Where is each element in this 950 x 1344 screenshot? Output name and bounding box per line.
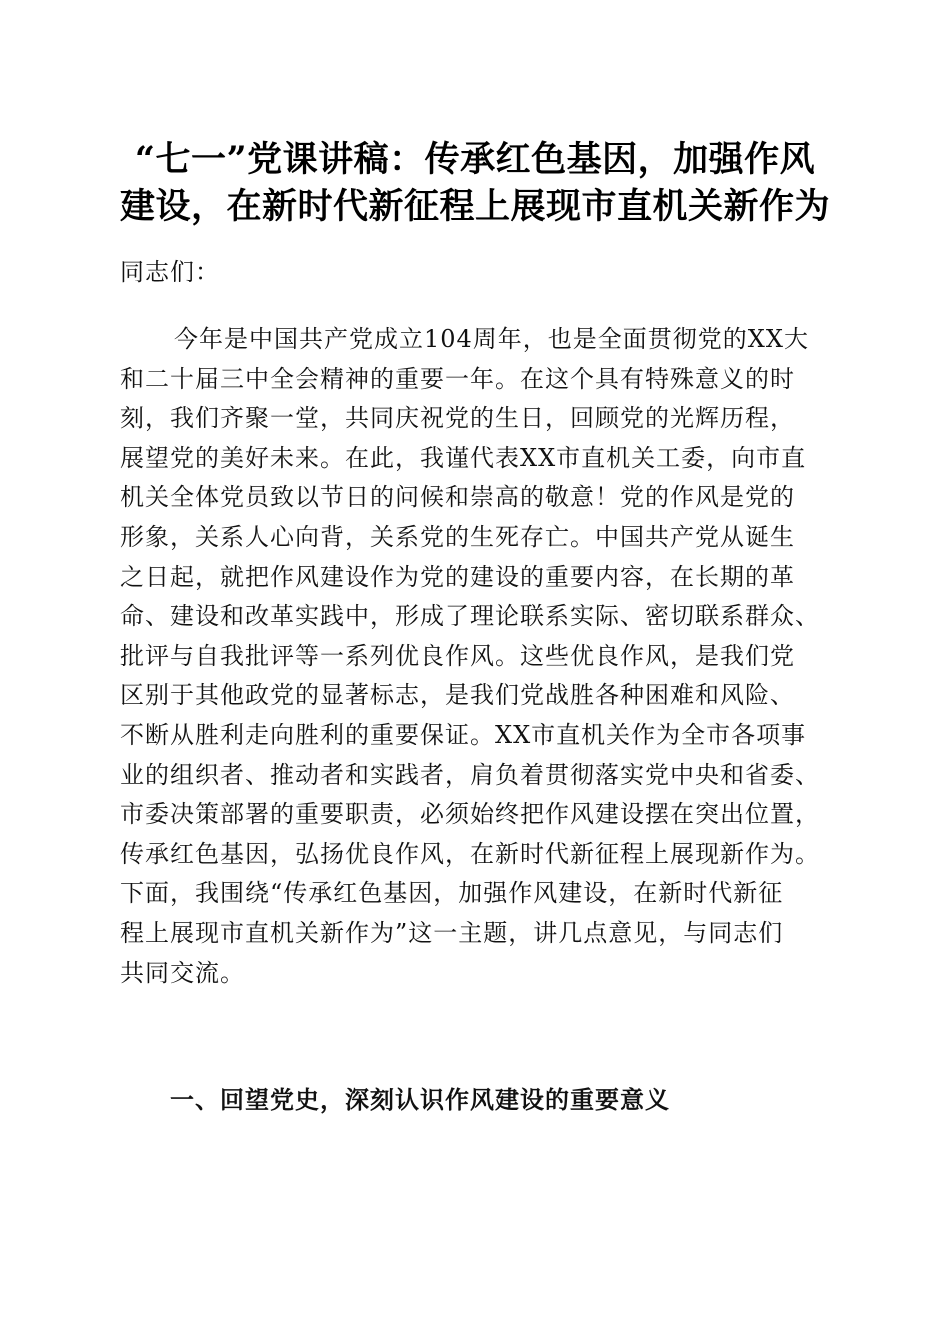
paragraph-line: 命、建设和改革实践中，形成了理论联系实际、密切联系群众、: [120, 602, 820, 631]
paragraph-line: 展望党的美好未来。在此，我谨代表XX市直机关工委，向市直: [120, 443, 807, 472]
paragraph-line: 今年是中国共产党成立104周年，也是全面贯彻党的XX大: [174, 325, 809, 353]
paragraph-line: 市委决策部署的重要职责，必须始终把作风建设摆在突出位置，: [120, 800, 820, 829]
title-line-1: “七一”党课讲稿：传承红色基因，加强作风: [134, 139, 816, 180]
paragraph-line: 不断从胜利走向胜利的重要保证。XX市直机关作为全市各项事: [120, 720, 807, 749]
paragraph-line: 下面，我围绕“传承红色基因，加强作风建设，在新时代新征: [120, 879, 784, 908]
paragraph-line: 刻，我们齐聚一堂，共同庆祝党的生日，回顾党的光辉历程，: [120, 404, 795, 433]
paragraph-line: 形象，关系人心向背，关系党的生死存亡。中国共产党从诞生: [120, 522, 795, 551]
paragraph-line: 区别于其他政党的显著标志，是我们党战胜各种困难和风险、: [120, 681, 795, 710]
paragraph-line: 共同交流。: [120, 958, 245, 987]
section-heading-1: 一、回望党史，深刻认识作风建设的重要意义: [170, 1086, 670, 1114]
paragraph-line: 机关全体党员致以节日的问候和崇高的敬意！党的作风是党的: [120, 483, 795, 512]
paragraph-line: 传承红色基因，弘扬优良作风，在新时代新征程上展现新作为。: [120, 839, 820, 868]
paragraph-line: 批评与自我批评等一系列优良作风。这些优良作风，是我们党: [120, 641, 795, 670]
document-title: [110, 136, 840, 230]
salutation: 同志们：: [120, 258, 220, 286]
paragraph-line: 之日起，就把作风建设作为党的建设的重要内容，在长期的革: [120, 562, 795, 591]
title-line-2: 建设，在新时代新征程上展现市直机关新作为: [119, 186, 830, 227]
paragraph-line: 程上展现市直机关新作为”这一主题，讲几点意见，与同志们: [120, 918, 784, 947]
paragraph-line: 和二十届三中全会精神的重要一年。在这个具有特殊意义的时: [120, 364, 795, 393]
paragraph-line: 业的组织者、推动者和实践者，肩负着贯彻落实党中央和省委、: [120, 760, 820, 789]
opening-paragraph: [120, 320, 840, 993]
